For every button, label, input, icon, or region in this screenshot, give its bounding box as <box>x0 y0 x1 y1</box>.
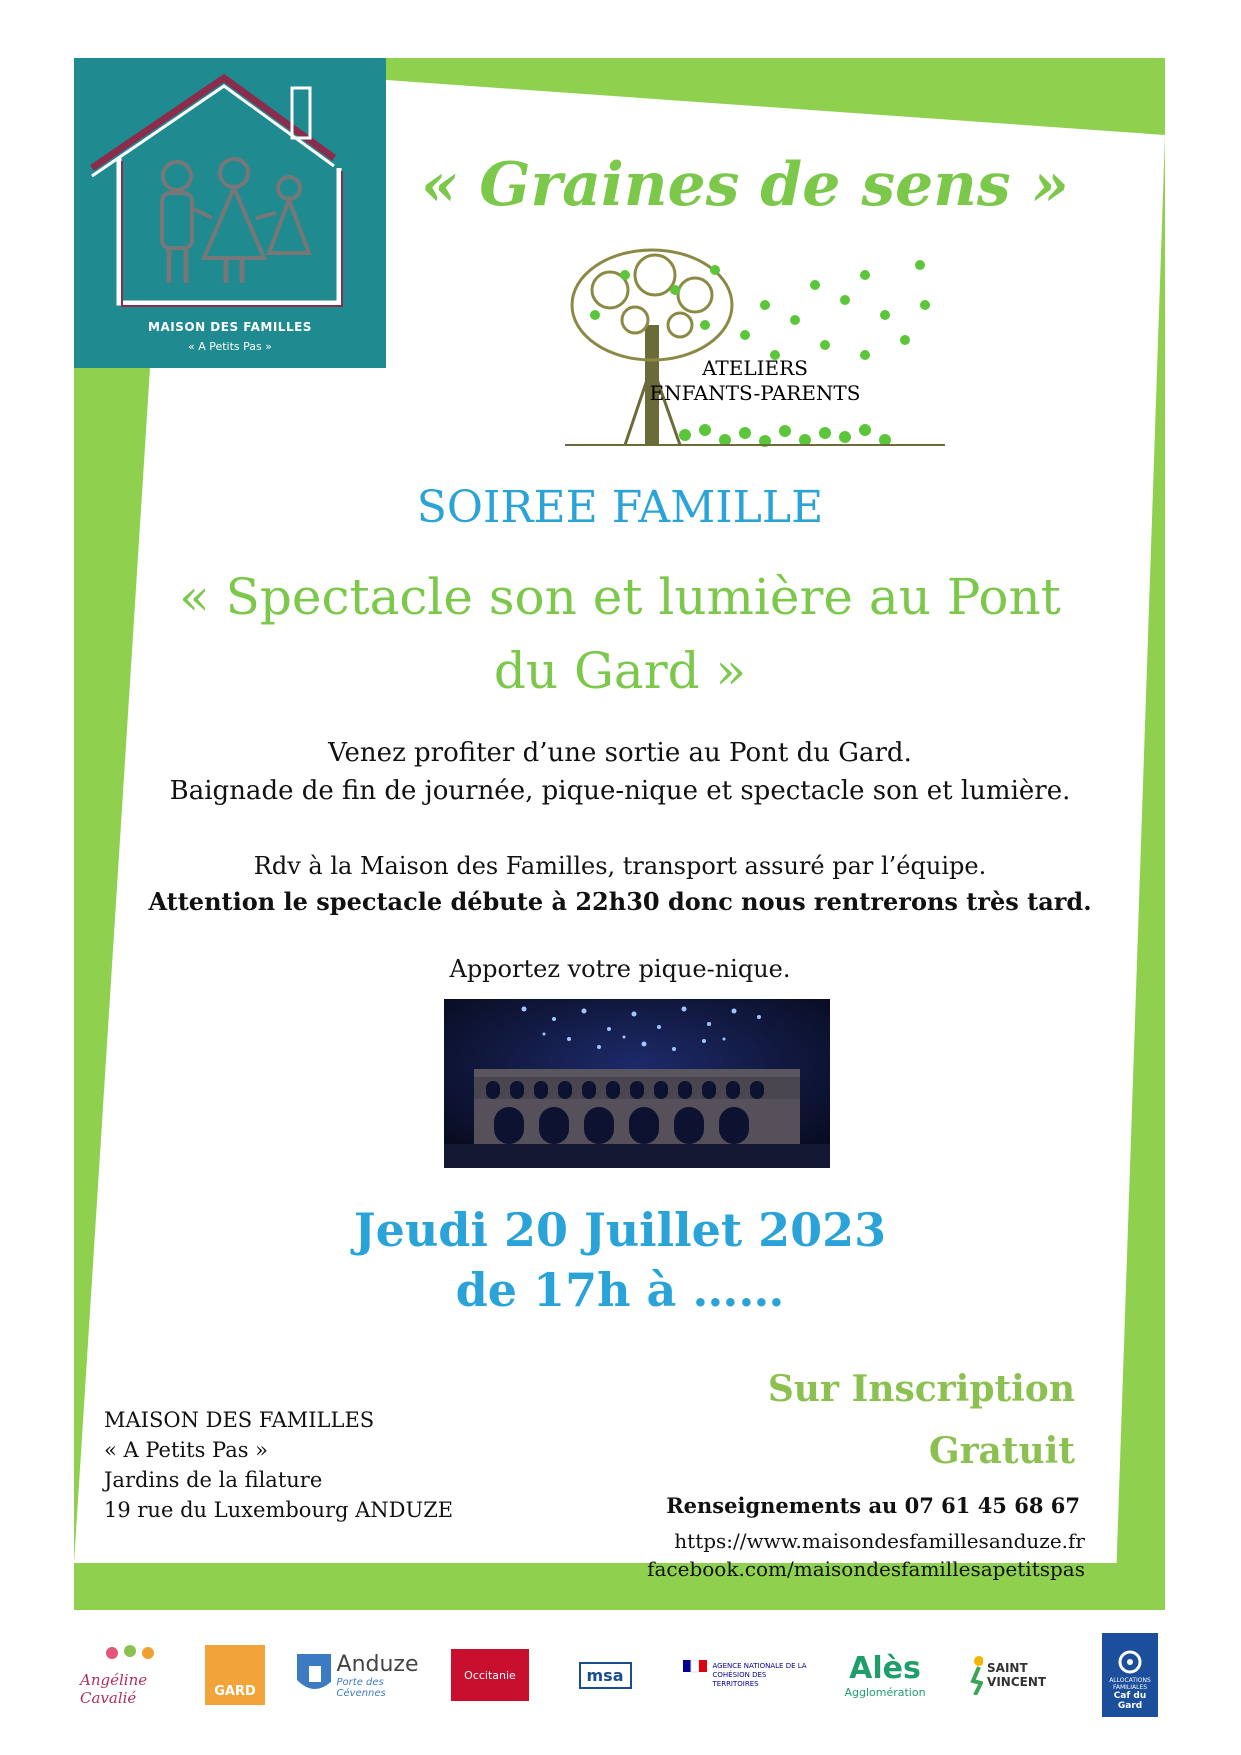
logo-caption-title: MAISON DES FAMILLES <box>148 320 312 334</box>
event-subtitle-line1: « Spectacle son et lumière au Pont <box>179 568 1061 626</box>
ateliers-line2: ENFANTS-PARENTS <box>649 381 861 405</box>
caf-logo <box>1100 1625 1160 1725</box>
angeline-cavalie-text: Angéline Cavalié <box>80 1671 148 1707</box>
ateliers-line1: ATELIERS <box>702 356 808 380</box>
attention-text: Attention le spectacle débute à 22h30 donc nous rentrerons très tard. <box>148 887 1092 916</box>
pont-du-gard-photo <box>444 999 830 1168</box>
description-line1: Venez profiter d’une sortie au Pont du Gard. <box>328 738 912 768</box>
event-date-line2: de 17h à …… <box>455 1263 785 1317</box>
anduze-text: Anduze <box>336 1651 419 1677</box>
caf-text-line2: Caf du Gard <box>1113 1691 1147 1711</box>
partner-logos <box>70 1625 1180 1725</box>
ales-text: Alès <box>849 1651 921 1686</box>
maison-des-familles-logo <box>74 58 386 368</box>
saint-vincent-text: SAINT VINCENT <box>987 1661 1047 1689</box>
description-line2: Baignade de fin de journée, pique-nique et spectacle son et lumière. <box>169 776 1071 806</box>
msa-logo <box>575 1625 635 1725</box>
address-line4: 19 rue du Luxembourg ANDUZE <box>104 1498 454 1522</box>
gratuit-label: Gratuit <box>928 1430 1075 1472</box>
caf-snowflake-icon <box>1113 1647 1147 1677</box>
runner-icon <box>965 1655 983 1695</box>
inscription-block <box>700 1358 1075 1482</box>
anduze-logo <box>295 1625 425 1725</box>
saint-vincent-logo <box>965 1625 1065 1725</box>
ales-logo <box>830 1625 940 1725</box>
house-family-icon <box>74 58 386 318</box>
anct-logo <box>680 1625 810 1725</box>
tree-icon <box>565 245 955 455</box>
anduze-shield-icon <box>295 1652 331 1698</box>
ales-subtext: Agglomération <box>844 1686 926 1699</box>
gard-logo <box>205 1625 265 1725</box>
inscription-label: Sur Inscription <box>767 1368 1075 1410</box>
event-subtitle-line2: du Gard » <box>493 642 747 700</box>
anct-text: AGENCE NATIONALE DE LA COHÉSION DES TERRITOIRES <box>712 1661 807 1688</box>
event-heading: SOIREE FAMILLE <box>416 482 824 533</box>
occitanie-logo <box>450 1625 530 1725</box>
angeline-cavalie-logo <box>80 1625 180 1725</box>
event-description <box>130 734 1110 810</box>
renseignements-phone: Renseignements au 07 61 45 68 67 <box>666 1493 1080 1518</box>
aqueduct-illustration <box>444 999 830 1168</box>
rdv-text: Rdv à la Maison des Familles, transport assuré par l’équipe. <box>253 852 987 880</box>
website-link[interactable]: https://www.maisondesfamillesanduze.fr <box>674 1529 1085 1553</box>
facebook-link[interactable]: facebook.com/maisondesfamillesapetitspas <box>647 1557 1085 1581</box>
address-block <box>104 1405 604 1525</box>
marianne-icon <box>683 1660 709 1690</box>
people-icon <box>100 1643 160 1671</box>
caf-text-line1: ALLOCATIONS FAMILIALES <box>1109 1677 1151 1691</box>
contact-links <box>600 1527 1085 1583</box>
event-date <box>250 1200 990 1320</box>
apportez-text: Apportez votre pique-nique. <box>449 955 791 983</box>
anduze-tagline: Porte des Cévennes <box>336 1676 386 1699</box>
page-title: « Graines de sens » <box>420 150 1070 220</box>
event-date-line1: Jeudi 20 Juillet 2023 <box>353 1203 887 1257</box>
address-line3: Jardins de la filature <box>104 1468 323 1492</box>
address-line2: « A Petits Pas » <box>104 1438 269 1462</box>
logo-caption-subtitle: « A Petits Pas » <box>187 340 272 353</box>
msa-text: msa <box>579 1662 632 1689</box>
gard-text: GARD <box>205 1645 265 1705</box>
ateliers-label <box>620 356 890 406</box>
address-line1: MAISON DES FAMILLES <box>104 1408 375 1432</box>
event-subtitle <box>150 560 1090 708</box>
occitanie-text: Occitanie <box>451 1649 529 1701</box>
